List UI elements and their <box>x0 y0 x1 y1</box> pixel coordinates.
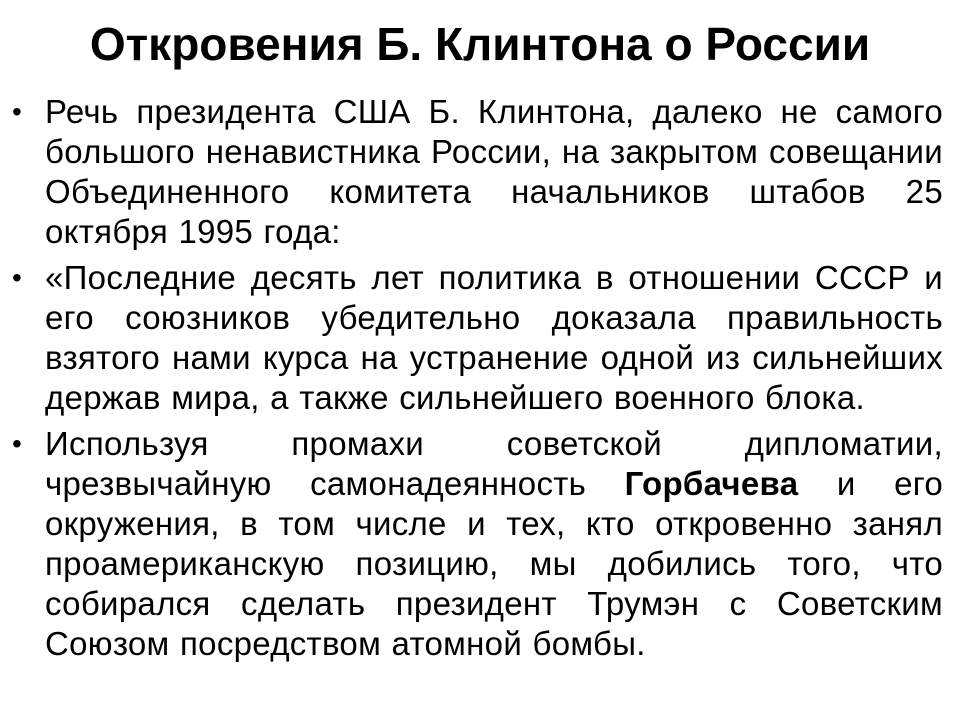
bold-name: Горбачева <box>624 465 799 502</box>
bullet-item-3 <box>0 424 960 664</box>
bullet-text: «Последние десять лет политика в отношении СССР и его союзников убедительно доказала правильность взятого нами курса на устранение одной из сильнейших держав мира, а также сильнейшего военного блока. <box>45 259 943 416</box>
bullet-text-part: и его окружения, в том числе и тех, кто откровенно занял проамериканскую позицию, мы добились того, что собирался сделать президент Трумэн с Советским Союзом посредством атомной бомбы. <box>45 465 943 662</box>
bullet-marker: • <box>12 96 22 127</box>
bullet-item-1 <box>0 92 960 252</box>
bullet-marker: • <box>12 262 22 293</box>
bullet-text: Речь президента США Б. Клинтона, далеко не самого большого ненавистника России, на закрытом совещании Объединенного комитета начальников штабов 25 октября 1995 года: <box>45 93 943 250</box>
bullet-marker: • <box>12 428 22 459</box>
bullet-list <box>0 92 960 670</box>
bullet-text-part: Используя промахи советской дипломатии, чрезвычайную самонадеянность <box>45 425 943 502</box>
slide-title: Откровения Б. Клинтона о России <box>89 18 871 70</box>
bullet-item-2 <box>0 258 960 418</box>
bullet-text <box>45 424 943 664</box>
